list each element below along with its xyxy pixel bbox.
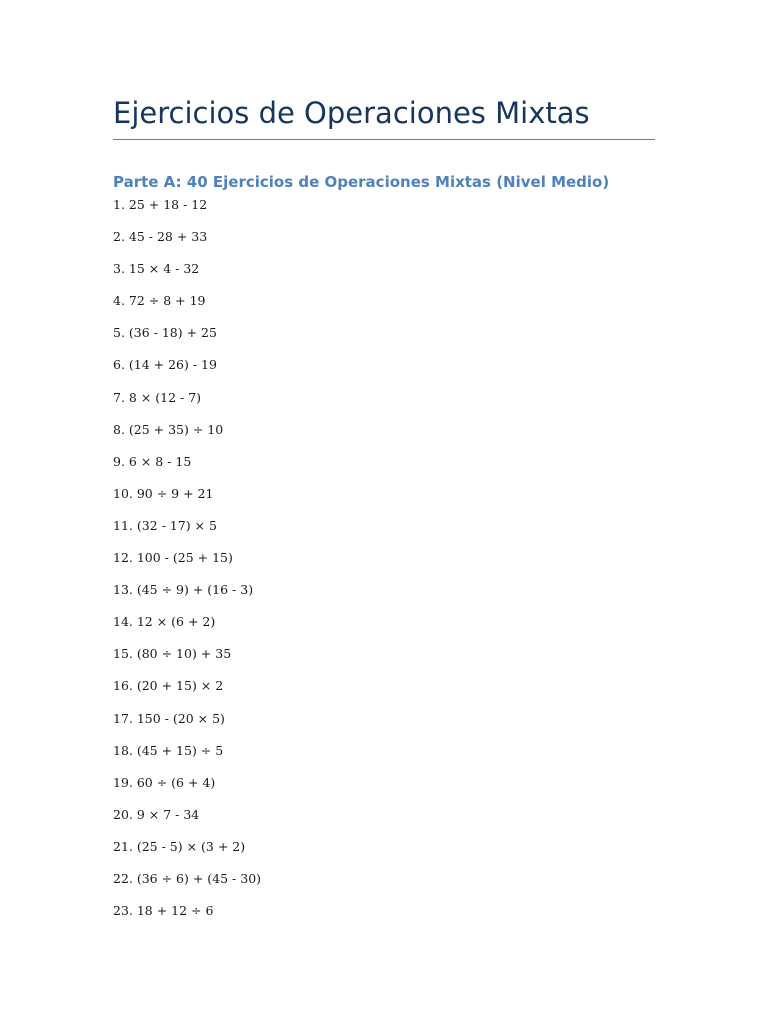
exercise-item: 4. 72 ÷ 8 + 19: [113, 293, 206, 309]
exercise-item: 16. (20 + 15) × 2: [113, 678, 224, 694]
title-underline-divider: [113, 139, 655, 140]
exercise-item: 18. (45 + 15) ÷ 5: [113, 742, 224, 758]
exercise-item: 9. 6 × 8 - 15: [113, 453, 192, 469]
exercise-item: 22. (36 ÷ 6) + (45 - 30): [113, 870, 262, 886]
page-title: Ejercicios de Operaciones Mixtas: [113, 96, 590, 130]
exercise-item: 1. 25 + 18 - 12: [113, 197, 208, 212]
exercise-item: 13. (45 ÷ 9) + (16 - 3): [113, 582, 254, 598]
exercise-item: 2. 45 - 28 + 33: [113, 229, 208, 245]
exercise-item: 6. (14 + 26) - 19: [113, 357, 217, 373]
section-heading: Parte A: 40 Ejercicios de Operaciones Mixtas (Nivel Medio): [113, 173, 610, 191]
exercise-item: 23. 18 + 12 ÷ 6: [113, 903, 214, 919]
exercise-item: 19. 60 ÷ (6 + 4): [113, 774, 216, 790]
exercise-item: 8. (25 + 35) ÷ 10: [113, 421, 224, 437]
exercise-list: [113, 193, 261, 931]
exercise-item: 7. 8 × (12 - 7): [113, 389, 202, 405]
exercise-item: 17. 150 - (20 × 5): [113, 710, 225, 726]
exercise-item: 5. (36 - 18) + 25: [113, 325, 217, 341]
exercise-item: 15. (80 ÷ 10) + 35: [113, 646, 232, 662]
exercise-item: 20. 9 × 7 - 34: [113, 806, 200, 822]
exercise-item: 14. 12 × (6 + 2): [113, 614, 216, 630]
exercise-item: 10. 90 ÷ 9 + 21: [113, 485, 214, 501]
exercise-item: 11. (32 - 17) × 5: [113, 517, 217, 533]
exercise-item: 21. (25 - 5) × (3 + 2): [113, 838, 246, 854]
exercise-item: 12. 100 - (25 + 15): [113, 550, 233, 566]
exercise-item: 3. 15 × 4 - 32: [113, 261, 200, 277]
